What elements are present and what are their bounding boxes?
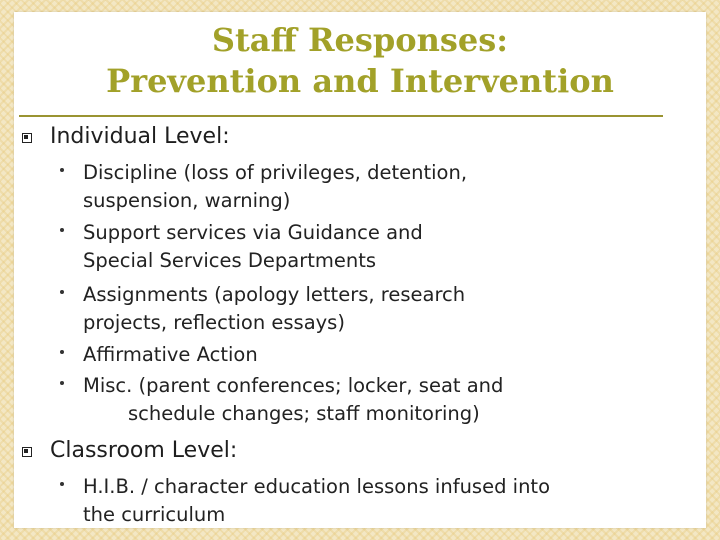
item-line: schedule changes; staff monitoring) <box>128 402 480 425</box>
slide-title <box>14 20 706 102</box>
square-bullet-icon <box>22 133 32 143</box>
classroom-level-heading: Classroom Level: <box>50 438 238 463</box>
title-line-1: Staff Responses: <box>211 21 509 59</box>
bullet-dot-icon <box>60 482 64 486</box>
item-line: Support services via Guidance and <box>83 221 423 244</box>
square-bullet-icon <box>22 447 32 457</box>
individual-level-heading: Individual Level: <box>50 124 230 149</box>
bullet-dot-icon <box>60 168 64 172</box>
slide <box>14 12 706 528</box>
bullet-dot-icon <box>60 290 64 294</box>
item-line: Discipline (loss of privileges, detention, <box>83 161 468 184</box>
title-divider <box>19 115 663 117</box>
item-line: Assignments (apology letters, research <box>83 283 466 306</box>
item-line: Misc. (parent conferences; locker, seat and <box>83 374 504 397</box>
bullet-dot-icon <box>60 350 64 354</box>
item-line: H.I.B. / character education lessons infused into <box>83 475 551 498</box>
item-line: projects, reflection essays) <box>83 311 345 334</box>
title-line-2: Prevention and Intervention <box>106 62 614 100</box>
bullet-dot-icon <box>60 228 64 232</box>
item-line: suspension, warning) <box>83 189 291 212</box>
item-line: the curriculum <box>83 503 226 526</box>
bullet-dot-icon <box>60 381 64 385</box>
item-line: Special Services Departments <box>83 249 377 272</box>
item-line: Affirmative Action <box>83 343 258 366</box>
